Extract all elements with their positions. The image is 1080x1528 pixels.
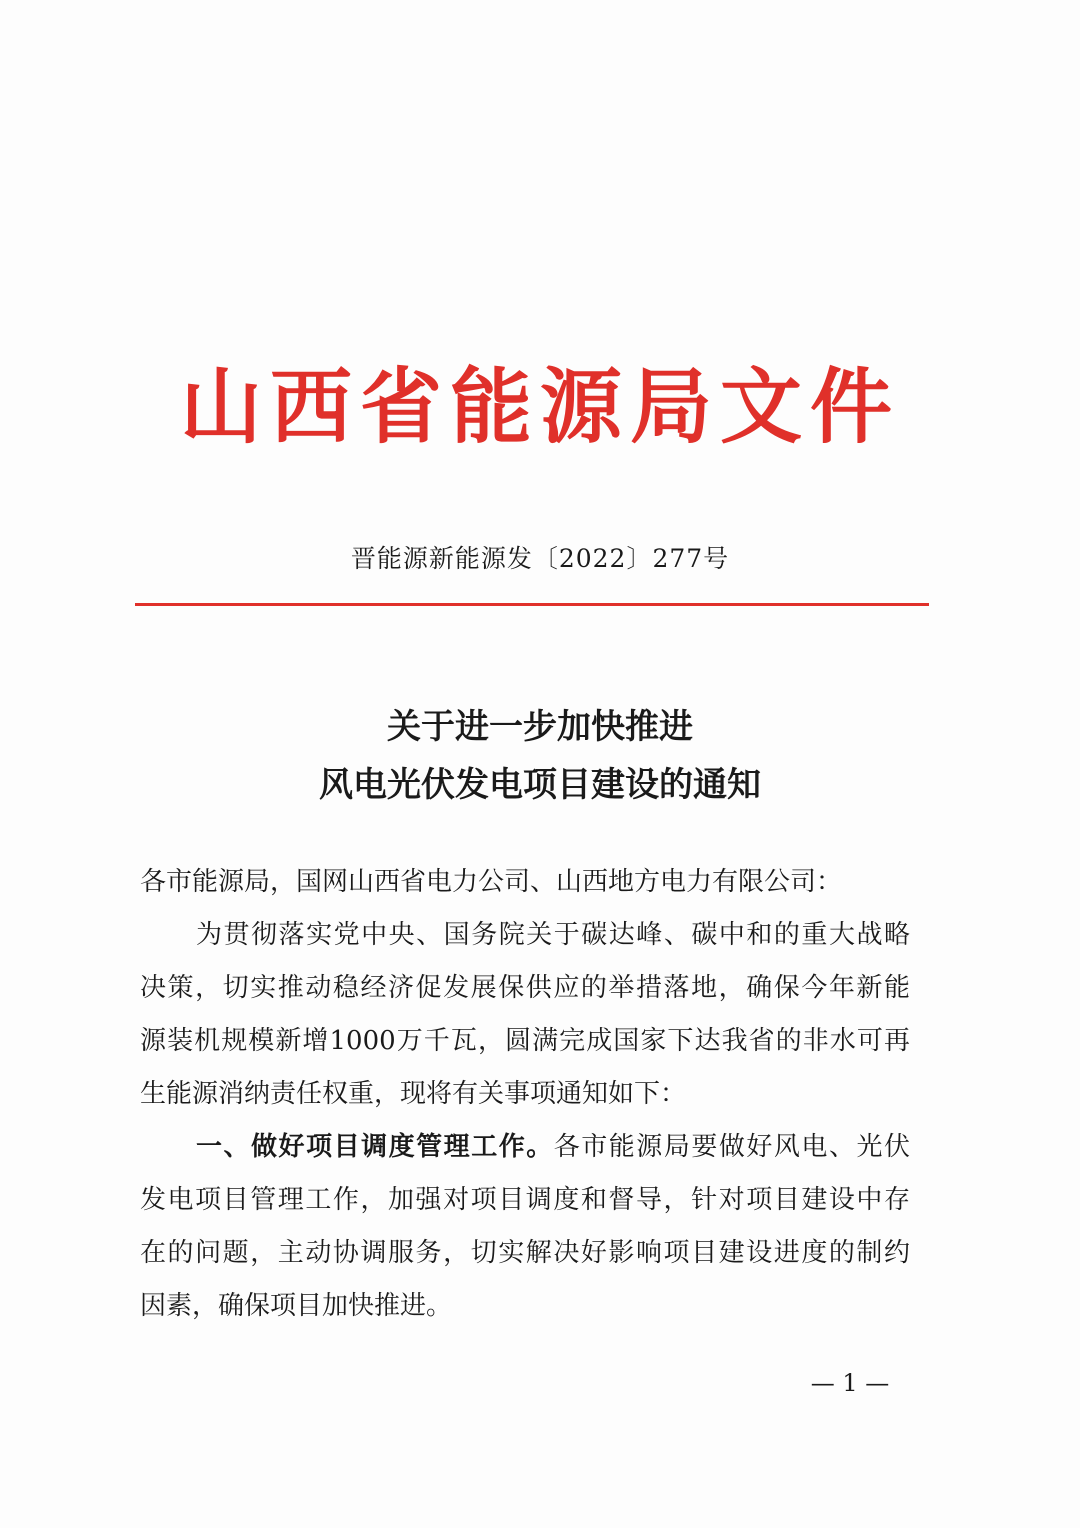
notice-body — [140, 856, 910, 1333]
paragraph-1-line-1: 为贯彻落实党中央、国务院关于碳达峰、碳中和的重大战略 — [196, 920, 910, 950]
paragraph-2-line-4: 因素，确保项目加快推进。 — [140, 1291, 453, 1321]
notice-title-line-2: 风电光伏发电项目建设的通知 — [319, 765, 761, 805]
red-divider-line — [135, 603, 929, 606]
document-number: 晋能源新能源发〔2022〕277号 — [350, 544, 730, 573]
paragraph-1-line-3: 源装机规模新增1000万千瓦，圆满完成国家下达我省的非水可再 — [140, 1026, 910, 1056]
paragraph-2-line-1 — [140, 1121, 910, 1174]
paragraph-2-line-2: 发电项目管理工作，加强对项目调度和督导，针对项目建设中存 — [140, 1185, 910, 1215]
page-number: — 1 — — [810, 1369, 890, 1397]
notice-title-line-1: 关于进一步加快推进 — [387, 707, 693, 747]
salutation: 各市能源局，国网山西省电力公司、山西地方电力有限公司： — [140, 867, 843, 897]
section-heading-1: 一、做好项目调度管理工作。 — [196, 1132, 554, 1162]
paragraph-1-line-2: 决策，切实推动稳经济促发展保供应的举措落地，确保今年新能 — [140, 973, 910, 1003]
paragraph-2-line-1-text: 各市能源局要做好风电、光伏 — [553, 1132, 910, 1162]
notice-title — [140, 698, 940, 814]
paragraph-1-line-4: 生能源消纳责任权重，现将有关事项通知如下： — [140, 1079, 687, 1109]
masthead-title: 山西省能源局文件 — [179, 359, 900, 455]
paragraph-2-line-3: 在的问题，主动协调服务，切实解决好影响项目建设进度的制约 — [140, 1238, 910, 1268]
